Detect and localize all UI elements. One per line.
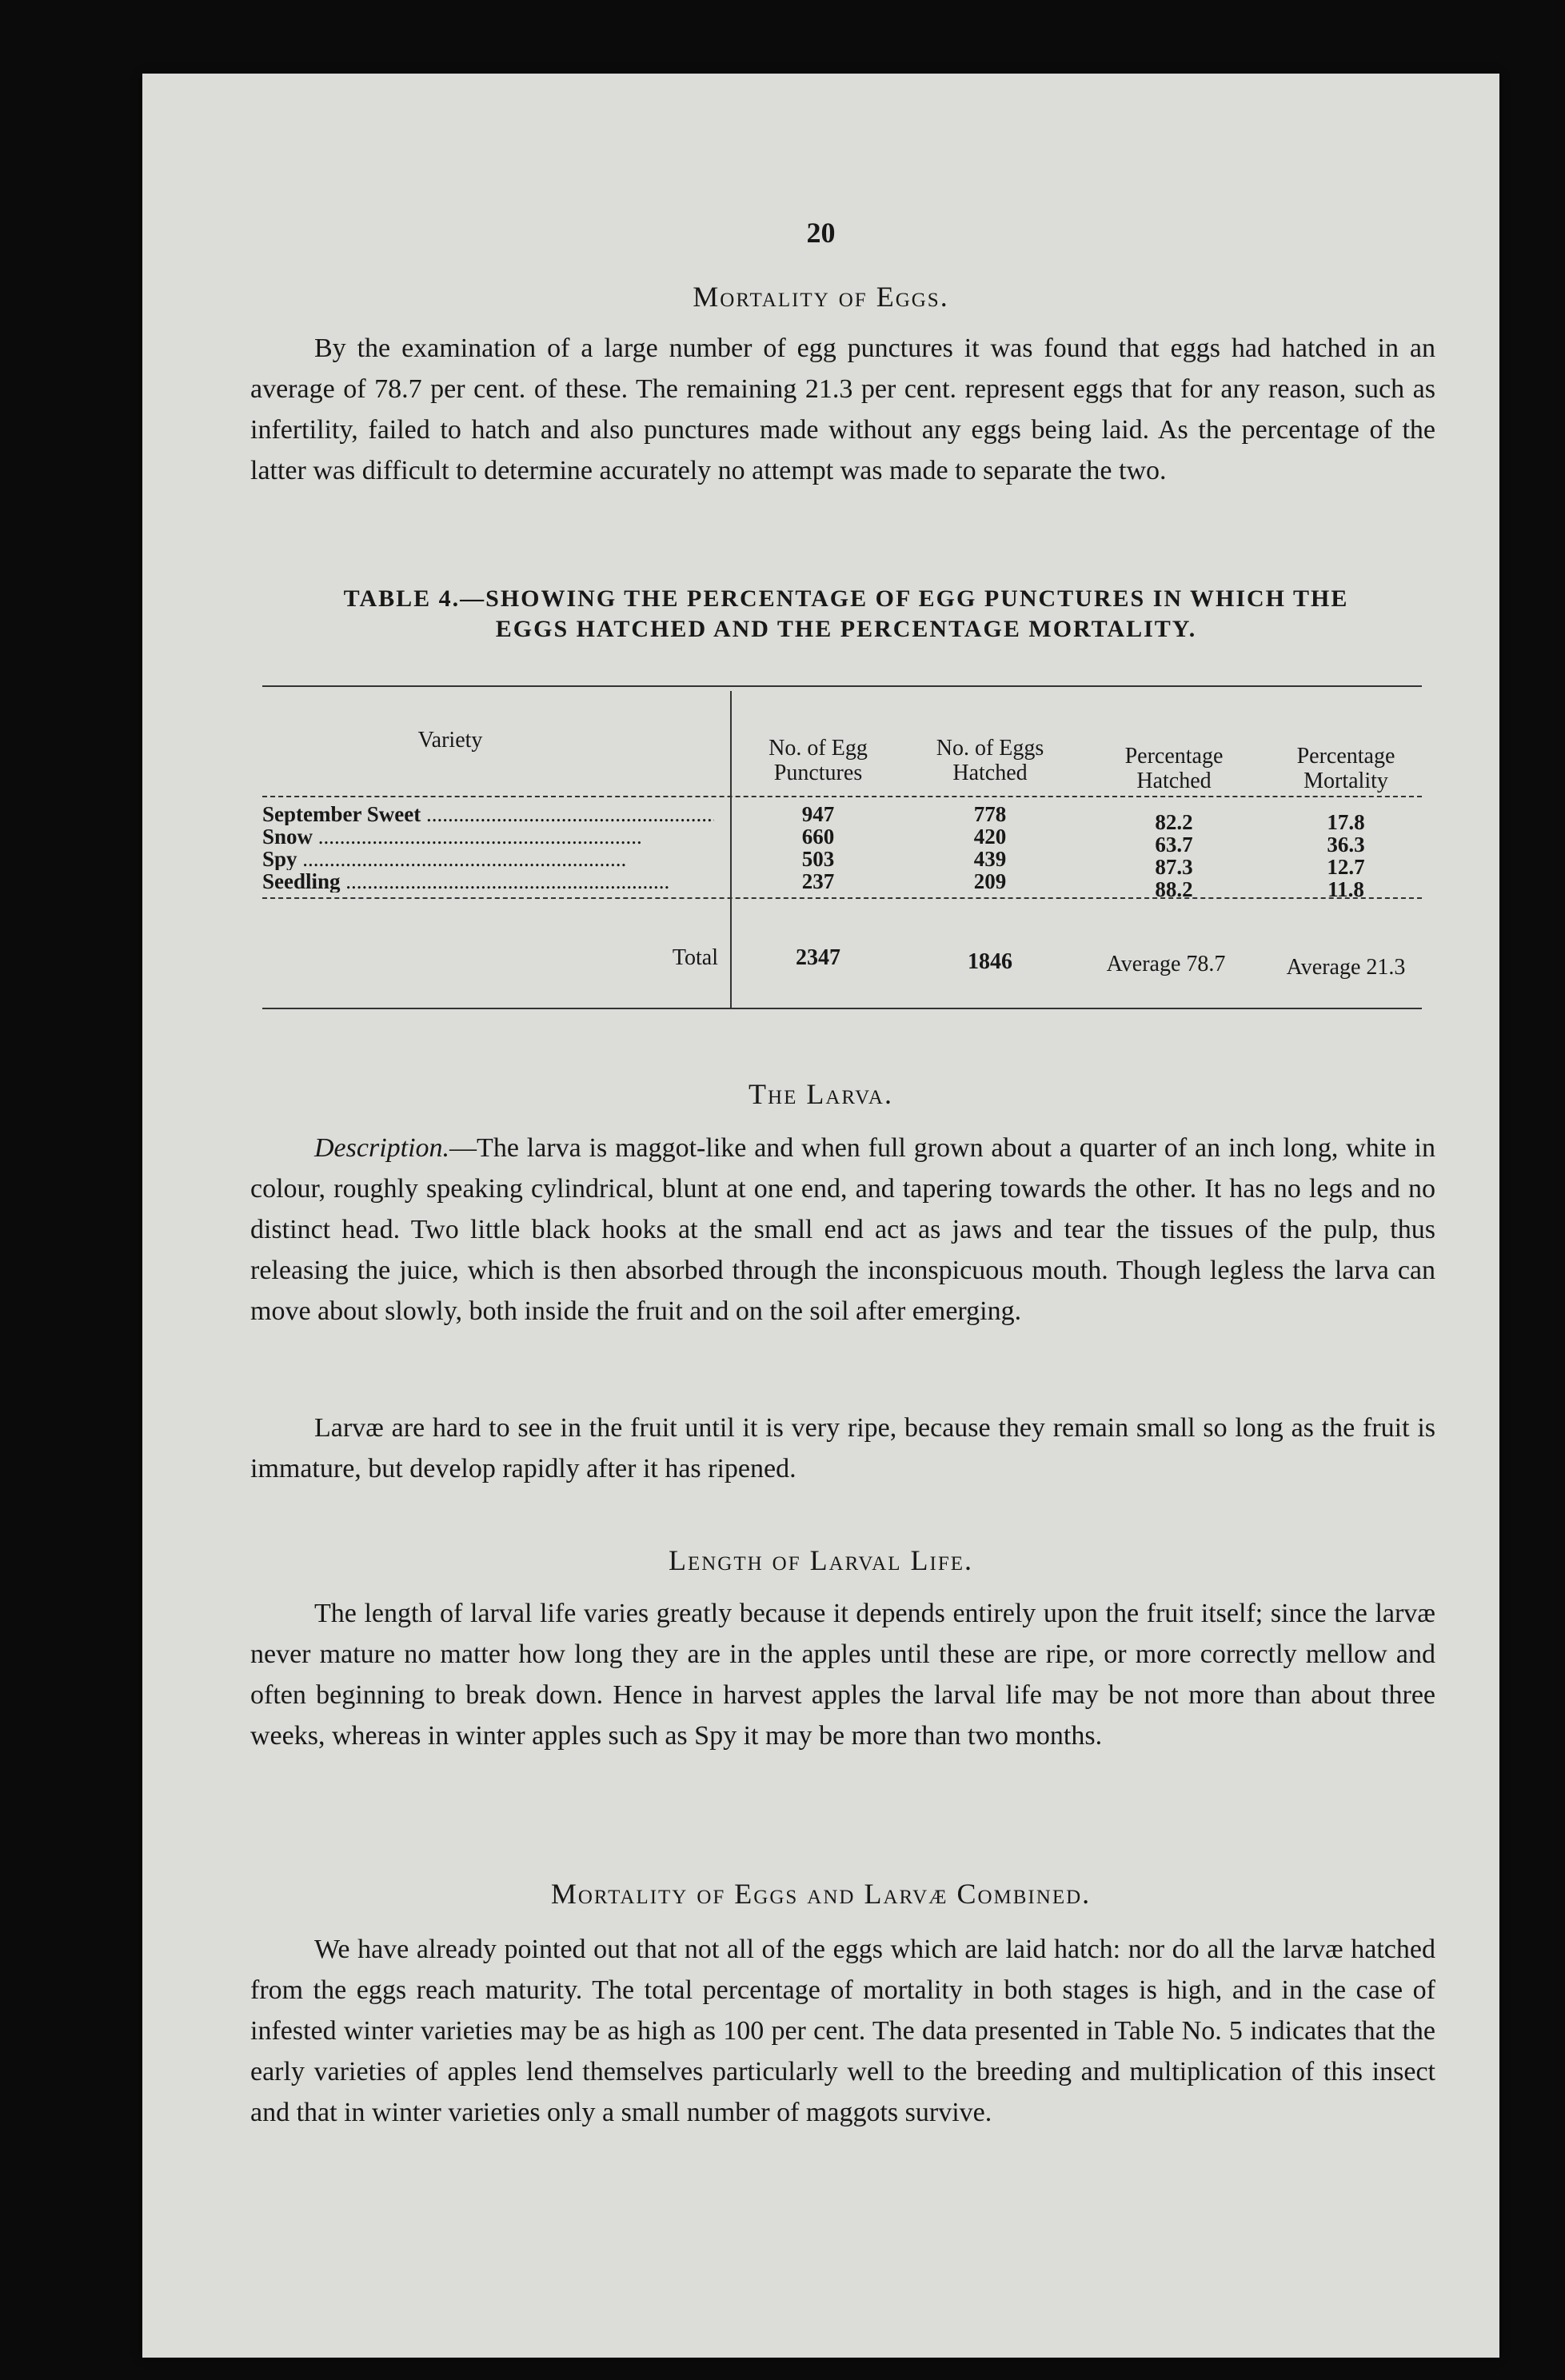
larva-second-text: Larvæ are hard to see in the fruit until it is very ripe, because they remain small so long as the fruit is immature, but develop rapidly after it has ripened. <box>250 1413 1435 1484</box>
document-page <box>142 74 1499 2358</box>
mortality-eggs-paragraph <box>250 328 1435 491</box>
table-cell-pct-hatched: 87.3 <box>1155 855 1193 879</box>
punctures-column <box>738 803 898 892</box>
combined-text: We have already pointed out that not all of the eggs which are laid hatch: nor do all the larvæ hatched from the eggs reach maturity. The total percentage of mortality in both stages is high, and in the case of infested winter varieties may be as high as 100 per cent. The data presented in Table No. 5 indicates that the early varieties of apples lend themselves particularly well to the breeding and multiplication of this insect and that in winter varieties only a small number of maggots survive. <box>250 1935 1435 2127</box>
larva-description-paragraph <box>250 1128 1435 1332</box>
table-cell-hatched: 778 <box>973 802 1007 826</box>
variety-column <box>262 803 714 892</box>
total-punctures: 2347 <box>796 945 840 970</box>
total-top-rule <box>262 897 1422 899</box>
pct-hatched-column <box>1094 811 1254 900</box>
combined-paragraph <box>250 1929 1435 2133</box>
larval-life-text: The length of larval life varies greatly because it depends entirely upon the fruit itself; since the larvæ never mature no matter how long they are in the apples until these are ripe, or more correctly mellow and often beginning to break down. Hence in harvest apples the larval life may be not more than about three weeks, whereas in winter apples such as Spy it may be more than two months. <box>250 1599 1435 1751</box>
header-variety: Variety <box>417 728 483 753</box>
mortality-eggs-heading: Mortality of Eggs. <box>693 281 949 313</box>
header-pct-hatched: Percentage Hatched <box>1124 744 1224 793</box>
table-cell-pct-hatched: 88.2 <box>1155 877 1193 901</box>
table-cell-pct-hatched: 82.2 <box>1155 810 1193 834</box>
table-row-variety: Seedling ..... <box>262 870 714 892</box>
combined-heading: Mortality of Eggs and Larvæ Combined. <box>550 1878 1092 1910</box>
total-label: Total <box>672 945 718 970</box>
larval-life-paragraph <box>250 1593 1435 1756</box>
total-pct-hatched: Average 78.7 <box>1106 952 1226 976</box>
total-pct-mortality: Average 21.3 <box>1286 955 1406 980</box>
table-cell-pct-mortality: 36.3 <box>1327 833 1365 857</box>
description-label: Description. <box>314 1133 450 1163</box>
table-cell-pct-mortality: 17.8 <box>1327 810 1365 834</box>
larva-heading: The Larva. <box>749 1078 893 1110</box>
pct-mortality-column <box>1278 811 1414 900</box>
mortality-eggs-text: By the examination of a large number of egg punctures it was found that eggs had hatched in an average of 78.7 per cent. of these. The remaining 21.3 per cent. represent eggs that for any reason, such as infertility, failed to hatch and also punctures made without any eggs being laid. As the percentage of the latter was difficult to determine accurately no attempt was made to separate the two. <box>250 333 1435 485</box>
table-cell-punctures: 947 <box>801 802 835 826</box>
table-cell-punctures: 237 <box>801 869 835 893</box>
larva-description-text: —The larva is maggot-like and when full grown about a quarter of an inch long, white in colour, roughly speaking cylindrical, blunt at one end, and tapering towards the other. It has no legs and no distinct head. Two little black hooks at the small end act as jaws and tear the tissues of the pulp, thus releasing the juice, which is then absorbed through the inconspicuous mouth. Though legless the larva can move about slowly, both inside the fruit and on the soil after emerging. <box>250 1133 1435 1326</box>
table-cell-pct-mortality: 12.7 <box>1327 855 1365 879</box>
table-top-rule <box>262 685 1422 687</box>
table-cell-hatched: 209 <box>973 869 1007 893</box>
table-row-variety: September Sweet ..... <box>262 803 714 825</box>
table-row-variety: Spy ..... <box>262 848 714 870</box>
table-caption-line1: TABLE 4.—SHOWING THE PERCENTAGE OF EGG PUNCTURES IN WHICH THE <box>343 585 1349 612</box>
header-hatched: No. of Eggs Hatched <box>936 736 1044 785</box>
table-cell-hatched: 420 <box>973 825 1007 849</box>
table-bottom-rule <box>262 1008 1422 1009</box>
larval-life-heading: Length of Larval Life. <box>668 1544 974 1576</box>
total-hatched: 1846 <box>968 949 1012 974</box>
table-cell-punctures: 503 <box>801 847 835 871</box>
page-number: 20 <box>806 217 836 249</box>
larva-second-paragraph <box>250 1408 1435 1489</box>
table-cell-pct-hatched: 63.7 <box>1155 833 1193 857</box>
table-cell-punctures: 660 <box>801 825 835 849</box>
table-cell-hatched: 439 <box>973 847 1007 871</box>
table-caption-line2: EGGS HATCHED AND THE PERCENTAGE MORTALITY. <box>495 616 1197 642</box>
header-bottom-rule <box>262 796 1422 797</box>
table-caption <box>266 584 1426 645</box>
table-column-divider <box>730 691 732 1009</box>
table-cell-pct-mortality: 11.8 <box>1327 877 1364 901</box>
table-row-variety: Snow ..... <box>262 825 714 848</box>
header-punctures: No. of Egg Punctures <box>769 736 868 785</box>
hatched-column <box>910 803 1070 892</box>
header-pct-mortality: Percentage Mortality <box>1296 744 1395 793</box>
